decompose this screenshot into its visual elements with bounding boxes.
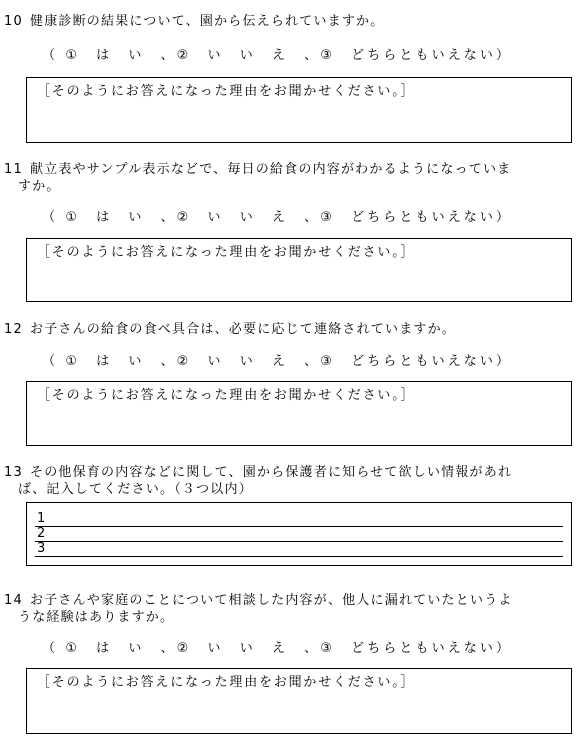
info-line-1[interactable]: [35, 511, 563, 527]
answer-options-11[interactable]: （ ① は い 、② い い え 、③ どちらともいえない）: [42, 210, 513, 225]
answer-options-12[interactable]: （ ① は い 、② い い え 、③ どちらともいえない）: [42, 354, 513, 369]
reason-box-14[interactable]: [26, 668, 572, 734]
question-text-continued: すか。: [18, 179, 61, 194]
reason-prompt: ［そのようにお答えになった理由をお聞かせください。］: [37, 84, 416, 99]
reason-box-10[interactable]: [26, 77, 572, 143]
reason-box-12[interactable]: [26, 381, 572, 446]
question-text: お子さんの給食の食べ具合は、必要に応じて連絡されていますか。: [30, 322, 457, 337]
question-number: 13: [4, 465, 23, 480]
question-number: 10: [4, 14, 23, 29]
line-number: 3: [37, 541, 46, 556]
question-12: [4, 318, 588, 337]
question-text: 健康診断の結果について、園から伝えられていますか。: [30, 14, 385, 29]
question-text-continued: うな経験はありますか。: [18, 610, 175, 625]
line-number: 2: [37, 526, 46, 541]
line-number: 1: [37, 511, 46, 526]
question-11: [4, 158, 588, 177]
question-text: その他保育の内容などに関して、園から保護者に知らせて欲しい情報があれ: [30, 465, 513, 480]
reason-box-11[interactable]: [26, 238, 572, 302]
question-number: 14: [4, 593, 23, 608]
info-line-2[interactable]: [35, 526, 563, 542]
reason-prompt: ［そのようにお答えになった理由をお聞かせください。］: [37, 675, 416, 690]
question-10: [4, 10, 588, 29]
answer-options-14[interactable]: （ ① は い 、② い い え 、③ どちらともいえない）: [42, 641, 513, 656]
question-text: 献立表やサンプル表示などで、毎日の給食の内容がわかるようになっていま: [30, 162, 512, 177]
answer-options-10[interactable]: （ ① は い 、② い い え 、③ どちらともいえない）: [42, 48, 513, 63]
reason-prompt: ［そのようにお答えになった理由をお聞かせください。］: [37, 245, 416, 260]
info-line-3[interactable]: [35, 541, 563, 557]
question-text-continued: ば、記入してください。（３つ以内）: [18, 482, 253, 497]
question-number: 12: [4, 322, 23, 337]
question-text: お子さんや家庭のことについて相談した内容が、他人に漏れていたというよ: [30, 593, 513, 608]
info-lines-box-13: [26, 502, 572, 566]
reason-prompt: ［そのようにお答えになった理由をお聞かせください。］: [37, 388, 416, 403]
question-number: 11: [4, 162, 23, 177]
